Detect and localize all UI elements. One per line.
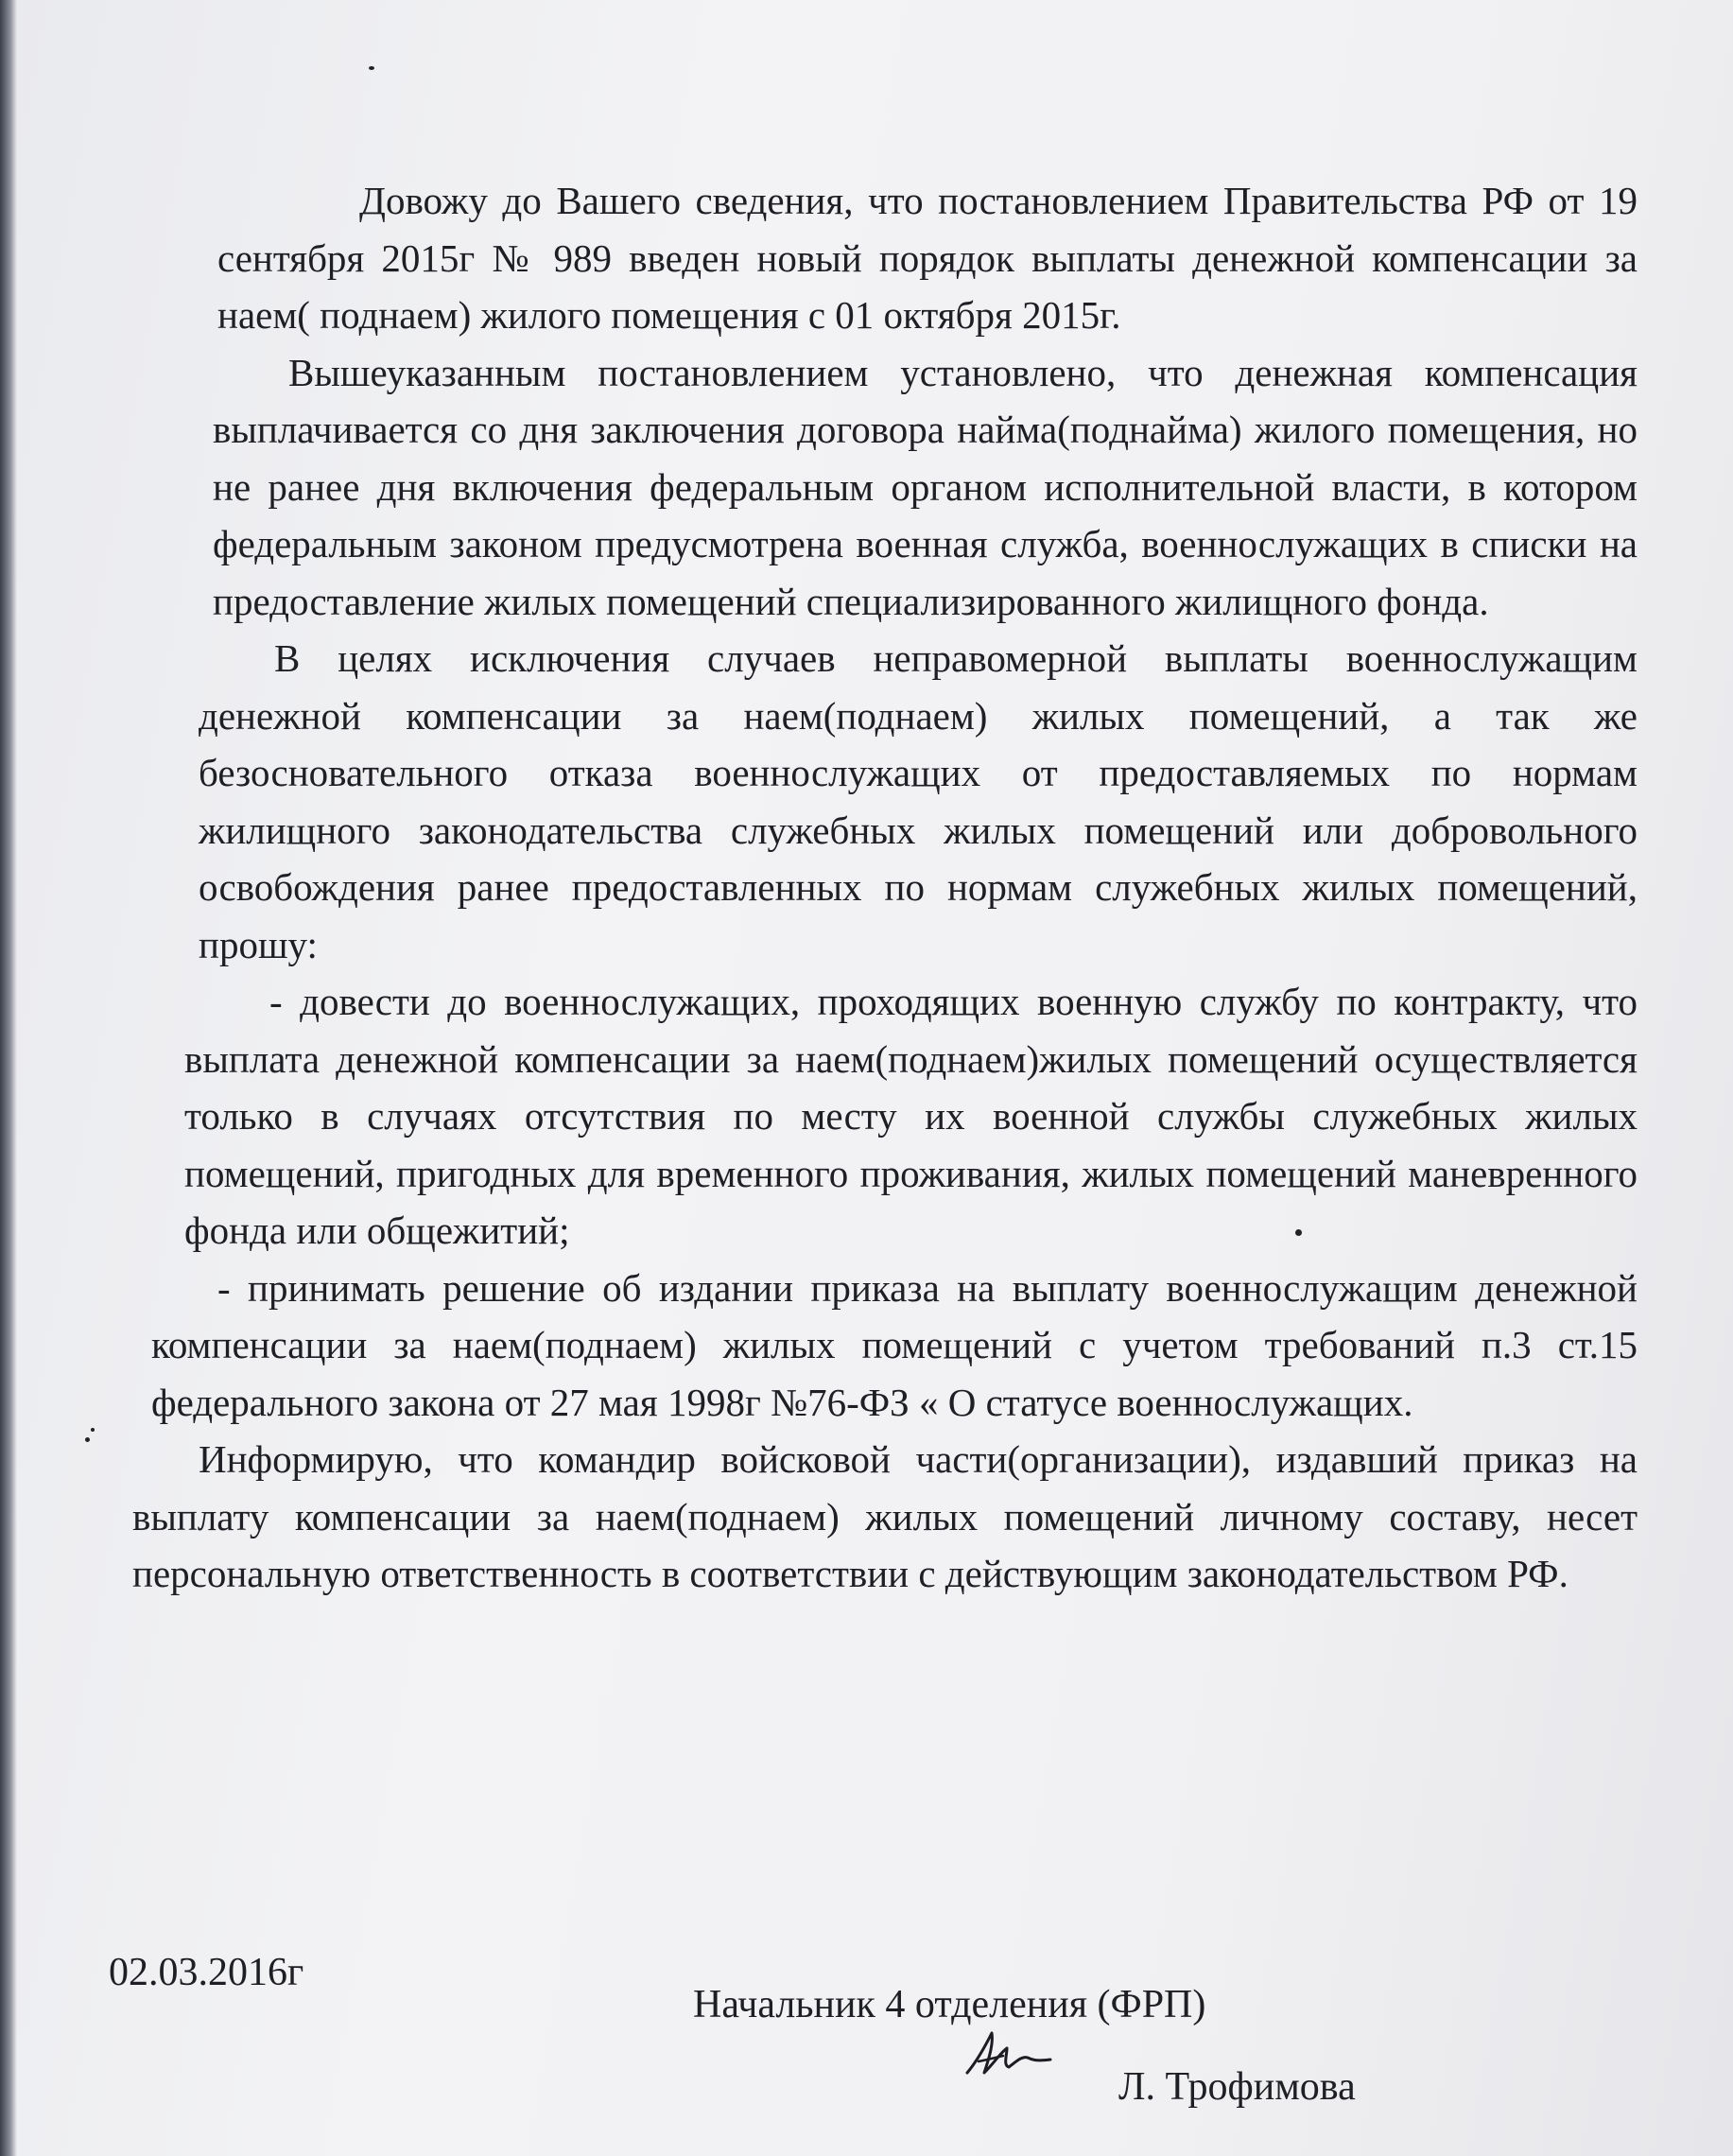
signer-name: Л. Трофимова <box>1118 2065 1356 2109</box>
signer-position: Начальник 4 отделения (ФРП) <box>693 1983 1206 2026</box>
page-shadow-edge <box>0 0 17 2156</box>
letter-body <box>132 172 1638 1603</box>
paragraph-1: Довожу до Вашего сведения, что постановлением Правительства РФ от 19 сентября 2015г № 989 введен новый порядок выплаты денежной компенсации за наем( поднаем) жилого помещения с 01 октября 2015г. <box>217 179 1638 337</box>
handwritten-signature <box>960 2024 1064 2090</box>
document-date: 02.03.2016г <box>109 1951 304 1994</box>
paper-speck <box>85 1437 90 1442</box>
paragraph-6: Информирую, что командир войсковой части(организации), издавший приказ на выплату компенсации за наем(поднаем) жилых помещений личному составу, несет персональную ответственность в соответствии с действующим законодательством РФ. <box>132 1437 1638 1595</box>
paragraph-3: В целях исключения случаев неправомерной выплаты военнослужащим денежной компенсации за наем(поднаем) жилых помещений, а так же безосновательного отказа военнослужащих от предоставляемых по нормам жилищного законодательства служебных жилых помещений или добровольного освобождения ранее предоставленных по нормам служебных жилых помещений, прошу: <box>199 636 1638 966</box>
list-item-2: - принимать решение об издании приказа на выплату военнослужащим денежной компенсации за наем(поднаем) жилых помещений с учетом требований п.3 ст.15 федерального закона от 27 мая 1998г №76-ФЗ « О статусе военнослужащих. <box>151 1265 1638 1424</box>
paper-speck <box>91 1428 95 1432</box>
list-item-1: - довести до военнослужащих, проходящих военную службу по контракту, что выплата денежной компенсации за наем(поднаем)жилых помещений осуществляется только в случаях отсутствия по месту их военной службы служебных жилых помещений, пригодных для временного проживания, жилых помещений маневренного фонда или общежитий; <box>184 980 1638 1252</box>
paper-speck <box>369 66 374 70</box>
paragraph-2: Вышеуказанным постановлением установлено, что денежная компенсация выплачивается со дня заключения договора найма(поднайма) жилого помещения, но не ранее дня включения федеральным органом исполнительной власти, в котором федеральным законом предусмотрена военная служба, военнослужащих в списки на предоставление жилых помещений специализированного жилищного фонда. <box>213 350 1638 623</box>
